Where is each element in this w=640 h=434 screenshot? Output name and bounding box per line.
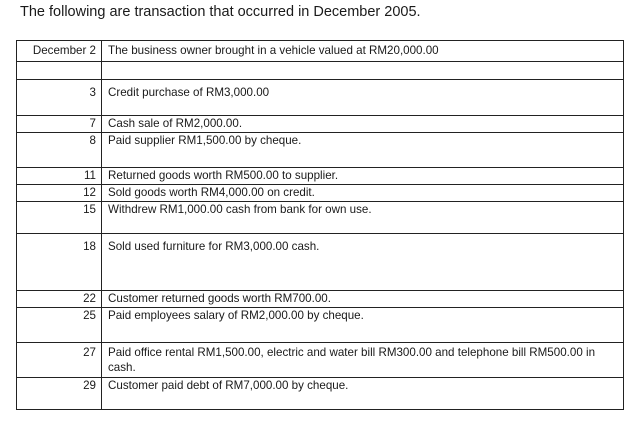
transaction-date: 3 — [17, 80, 102, 116]
transaction-date: 11 — [17, 168, 102, 185]
empty-cell — [17, 62, 102, 80]
transaction-date: 18 — [17, 234, 102, 291]
transaction-description: Sold used furniture for RM3,000.00 cash. — [102, 234, 624, 291]
transaction-date: 29 — [17, 378, 102, 410]
transaction-date: December 2 — [17, 41, 102, 62]
page-heading: The following are transaction that occurred in December 2005. — [20, 4, 421, 20]
transaction-description: Customer returned goods worth RM700.00. — [102, 291, 624, 308]
table-row — [17, 62, 624, 80]
transaction-date: 15 — [17, 202, 102, 234]
transaction-date: 25 — [17, 308, 102, 343]
table-row — [17, 202, 624, 234]
table-row — [17, 234, 624, 291]
table-row — [17, 378, 624, 410]
table-row — [17, 41, 624, 62]
transaction-description: Paid supplier RM1,500.00 by cheque. — [102, 133, 624, 168]
table-row — [17, 185, 624, 202]
transaction-description: Sold goods worth RM4,000.00 on credit. — [102, 185, 624, 202]
transaction-date: 8 — [17, 133, 102, 168]
table-row — [17, 168, 624, 185]
transaction-description: Withdrew RM1,000.00 cash from bank for own use. — [102, 202, 624, 234]
empty-cell — [102, 62, 624, 80]
transaction-date: 7 — [17, 116, 102, 133]
table-row — [17, 80, 624, 116]
transaction-description: Customer paid debt of RM7,000.00 by cheque. — [102, 378, 624, 410]
table-row — [17, 343, 624, 378]
table-row — [17, 291, 624, 308]
table-row — [17, 308, 624, 343]
transaction-date: 22 — [17, 291, 102, 308]
transaction-description: The business owner brought in a vehicle valued at RM20,000.00 — [102, 41, 624, 62]
transaction-description: Paid employees salary of RM2,000.00 by cheque. — [102, 308, 624, 343]
transaction-description: Cash sale of RM2,000.00. — [102, 116, 624, 133]
transaction-description: Returned goods worth RM500.00 to supplier. — [102, 168, 624, 185]
transaction-date: 27 — [17, 343, 102, 378]
transactions-table — [16, 40, 624, 410]
transaction-description: Paid office rental RM1,500.00, electric and water bill RM300.00 and telephone bill RM500.00 in cash. — [102, 343, 624, 378]
transaction-date: 12 — [17, 185, 102, 202]
table-row — [17, 116, 624, 133]
table-row — [17, 133, 624, 168]
transaction-description: Credit purchase of RM3,000.00 — [102, 80, 624, 116]
